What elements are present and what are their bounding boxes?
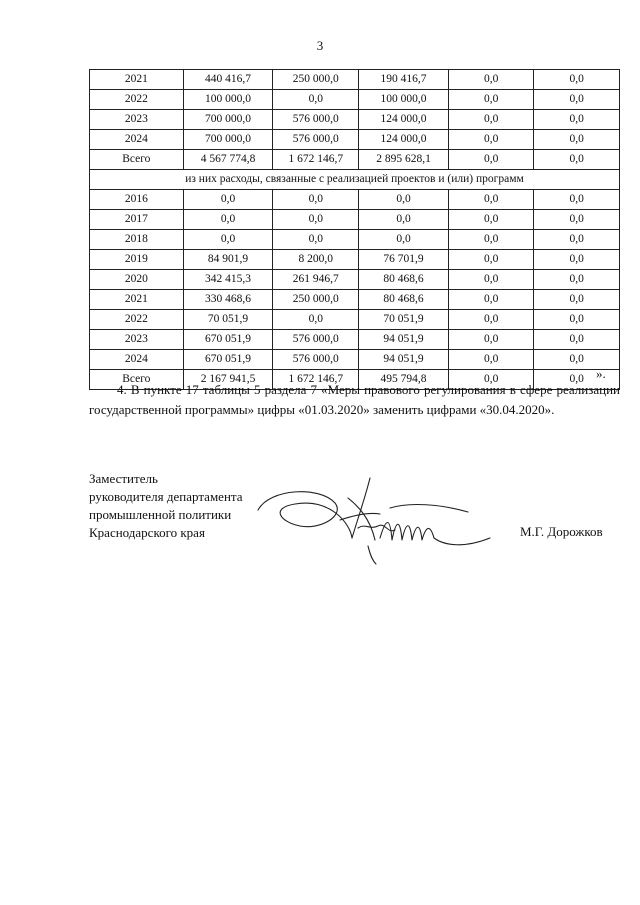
table-cell-value: 1 672 146,7: [273, 370, 359, 390]
table-cell-value: 94 051,9: [359, 330, 449, 350]
table-cell-value: 0,0: [448, 250, 534, 270]
table-cell-year: 2019: [90, 250, 184, 270]
table-cell-value: 0,0: [448, 230, 534, 250]
table-cell-value: 2 895 628,1: [359, 150, 449, 170]
table-cell-value: 670 051,9: [183, 330, 273, 350]
table-cell-value: 0,0: [534, 370, 620, 390]
table-cell-value: 0,0: [448, 370, 534, 390]
table-cell-year: 2024: [90, 130, 184, 150]
table-body-years: [90, 70, 620, 170]
table-cell-value: 576 000,0: [273, 330, 359, 350]
financing-table: [89, 69, 620, 390]
table-cell-value: 0,0: [448, 310, 534, 330]
table-cell-value: 0,0: [534, 70, 620, 90]
table-cell-value: 70 051,9: [183, 310, 273, 330]
table-cell-value: 124 000,0: [359, 130, 449, 150]
table-row: [90, 210, 620, 230]
table-cell-value: 100 000,0: [359, 90, 449, 110]
table-row: [90, 310, 620, 330]
table-cell-value: 0,0: [448, 330, 534, 350]
table-cell-value: 0,0: [534, 130, 620, 150]
table-cell-value: 0,0: [273, 310, 359, 330]
table-row: [90, 330, 620, 350]
table-cell-value: 576 000,0: [273, 350, 359, 370]
table-row: [90, 230, 620, 250]
handwritten-signature: [240, 468, 520, 568]
table-row: [90, 110, 620, 130]
table-cell-value: 0,0: [183, 210, 273, 230]
table-row: [90, 250, 620, 270]
table-cell-value: 0,0: [534, 330, 620, 350]
table-row: [90, 350, 620, 370]
table-cell-value: 0,0: [534, 150, 620, 170]
closing-quote: ».: [596, 366, 606, 381]
table-cell-value: 0,0: [448, 190, 534, 210]
table-cell-value: 190 416,7: [359, 70, 449, 90]
table-cell-value: 0,0: [534, 270, 620, 290]
table-cell-value: 576 000,0: [273, 110, 359, 130]
table-row: [90, 290, 620, 310]
table-cell-year: 2018: [90, 230, 184, 250]
table-cell-value: 0,0: [448, 150, 534, 170]
table-cell-value: 94 051,9: [359, 350, 449, 370]
table-cell-value: 0,0: [534, 350, 620, 370]
table-cell-value: 1 672 146,7: [273, 150, 359, 170]
table-cell-value: 0,0: [273, 90, 359, 110]
table-cell-value: 0,0: [448, 90, 534, 110]
table-cell-value: 124 000,0: [359, 110, 449, 130]
table-cell-value: 700 000,0: [183, 130, 273, 150]
signatory-title-line: Заместитель: [89, 471, 158, 486]
table-cell-value: 342 415,3: [183, 270, 273, 290]
table-cell-year: Всего: [90, 370, 184, 390]
table-cell-year: 2022: [90, 310, 184, 330]
table-row-caption: [90, 170, 620, 190]
table-cell-value: 0,0: [448, 210, 534, 230]
table-cell-value: 0,0: [273, 190, 359, 210]
table-cell-value: 76 701,9: [359, 250, 449, 270]
table-cell-year: 2021: [90, 70, 184, 90]
table-cell-value: 0,0: [448, 290, 534, 310]
table-cell-value: 0,0: [273, 230, 359, 250]
table-row: [90, 70, 620, 90]
table-section-caption-body: [90, 170, 620, 190]
table-cell-value: 0,0: [273, 210, 359, 230]
table-row: [90, 190, 620, 210]
table-cell-value: 0,0: [359, 190, 449, 210]
signatory-title: [89, 470, 243, 542]
table-cell-value: 0,0: [534, 90, 620, 110]
table-cell-value: 0,0: [448, 70, 534, 90]
signatory-title-line: промышленной политики: [89, 507, 232, 522]
table-cell-year: 2023: [90, 330, 184, 350]
table-cell-value: 261 946,7: [273, 270, 359, 290]
table-cell-value: 80 468,6: [359, 270, 449, 290]
signatory-title-line: Краснодарского края: [89, 525, 205, 540]
table-cell-value: 576 000,0: [273, 130, 359, 150]
table-cell-value: 250 000,0: [273, 290, 359, 310]
table-cell-value: 0,0: [448, 350, 534, 370]
table-body-projects: [90, 190, 620, 390]
table-cell-year: 2023: [90, 110, 184, 130]
table-cell-value: 440 416,7: [183, 70, 273, 90]
table-cell-value: 4 567 774,8: [183, 150, 273, 170]
table-cell-value: 0,0: [448, 130, 534, 150]
table-cell-value: 0,0: [183, 190, 273, 210]
table-cell-value: 495 794,8: [359, 370, 449, 390]
table-row: [90, 90, 620, 110]
table-cell-value: 250 000,0: [273, 70, 359, 90]
table-cell-year: 2016: [90, 190, 184, 210]
table-row: [90, 130, 620, 150]
table-cell-value: 0,0: [183, 230, 273, 250]
amendment-paragraph: 4. В пункте 17 таблицы 5 раздела 7 «Меры правового регулирования в сфере реализации государственной программы» цифры «01.03.2020» заменить цифрами «30.04.2020».: [89, 382, 620, 417]
table-cell-value: 0,0: [359, 230, 449, 250]
table-cell-value: 80 468,6: [359, 290, 449, 310]
table-cell-value: 700 000,0: [183, 110, 273, 130]
table-cell-value: 670 051,9: [183, 350, 273, 370]
signatory-name: М.Г. Дорожков: [520, 524, 603, 539]
table-cell-year: 2022: [90, 90, 184, 110]
table-cell-value: 0,0: [534, 310, 620, 330]
table-cell-year: 2021: [90, 290, 184, 310]
table-cell-value: 0,0: [534, 290, 620, 310]
table-cell-value: 0,0: [534, 210, 620, 230]
table-cell-value: 2 167 941,5: [183, 370, 273, 390]
table-cell-value: 0,0: [448, 270, 534, 290]
table-cell-value: 0,0: [448, 110, 534, 130]
table-cell-value: 330 468,6: [183, 290, 273, 310]
table-cell-value: 0,0: [534, 190, 620, 210]
table-cell-value: 0,0: [534, 110, 620, 130]
table-cell-value: 0,0: [534, 230, 620, 250]
table-cell-year: 2020: [90, 270, 184, 290]
table-cell-year: Всего: [90, 150, 184, 170]
section-caption: из них расходы, связанные с реализацией проектов и (или) программ: [90, 170, 620, 190]
table-cell-value: 84 901,9: [183, 250, 273, 270]
table-cell-year: 2024: [90, 350, 184, 370]
table-row: [90, 270, 620, 290]
table-cell-value: 8 200,0: [273, 250, 359, 270]
table-cell-value: 0,0: [534, 250, 620, 270]
table-cell-value: 0,0: [359, 210, 449, 230]
table-cell-year: 2017: [90, 210, 184, 230]
table-cell-value: 100 000,0: [183, 90, 273, 110]
table-row: [90, 150, 620, 170]
page-number: 3: [316, 38, 324, 53]
signatory-title-line: руководителя департамента: [89, 489, 243, 504]
table-cell-value: 70 051,9: [359, 310, 449, 330]
